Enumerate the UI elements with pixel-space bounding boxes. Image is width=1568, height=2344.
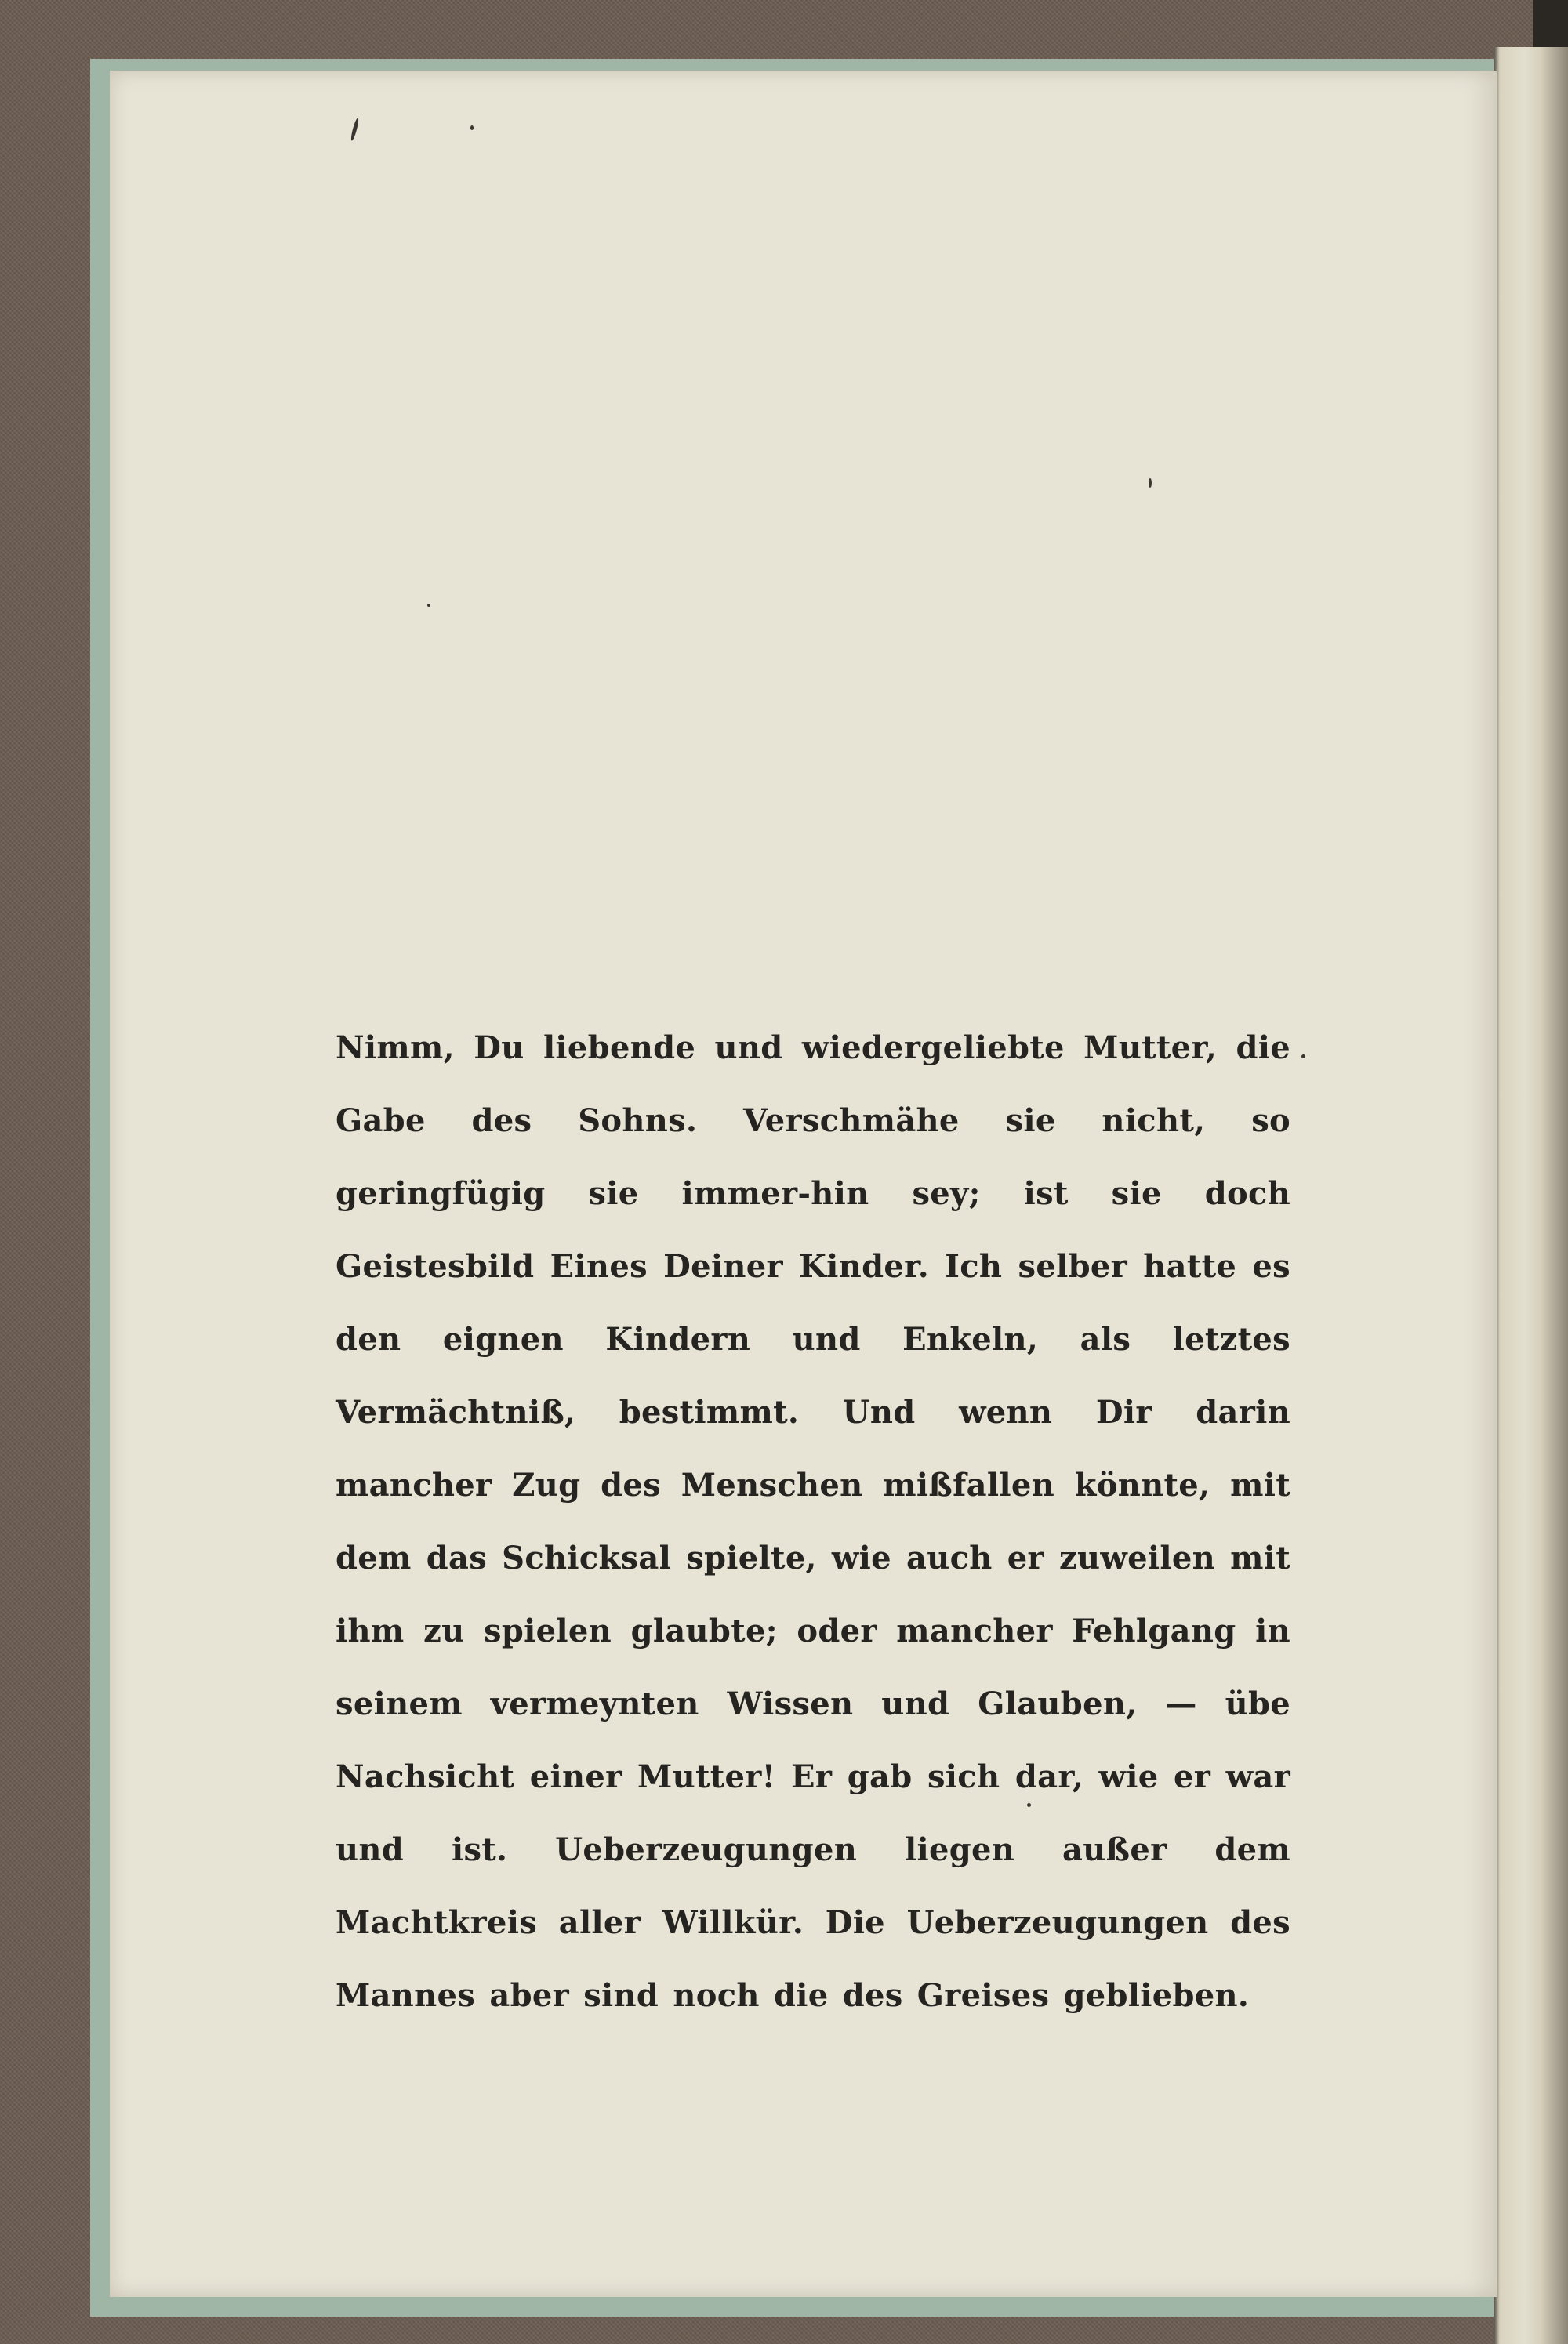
- ink-mark: [350, 118, 360, 141]
- ink-mark: [1149, 478, 1152, 488]
- ink-mark: [1301, 1054, 1305, 1058]
- dedication-paragraph: Nimm, Du liebende und wiedergeliebte Mutter, die Gabe des Sohns. Verschmähe sie nicht, so geringfügig sie immer-hin sey; ist sie doch Geistesbild Eines Deiner Kinder. Ich selber hatte es den eignen Kindern und Enkeln, als letztes Vermächtniß, bestimmt. Und wenn Dir darin mancher Zug des Menschen mißfallen könnte, mit dem das Schicksal spielte, wie auch er zuweilen mit ihm zu spielen glaubte; oder mancher Fehlgang in seinem vermeynten Wissen und Glauben, — übe Nachsicht einer Mutter! Er gab sich dar, wie er war und ist. Ueberzeugungen liegen außer dem Machtkreis aller Willkür. Die Ueberzeugungen des Mannes aber sind noch die des Greises geblieben.: [336, 1029, 1290, 2014]
- page-edges: [1494, 47, 1568, 2344]
- ink-mark: [470, 125, 474, 130]
- ink-mark: [427, 604, 430, 607]
